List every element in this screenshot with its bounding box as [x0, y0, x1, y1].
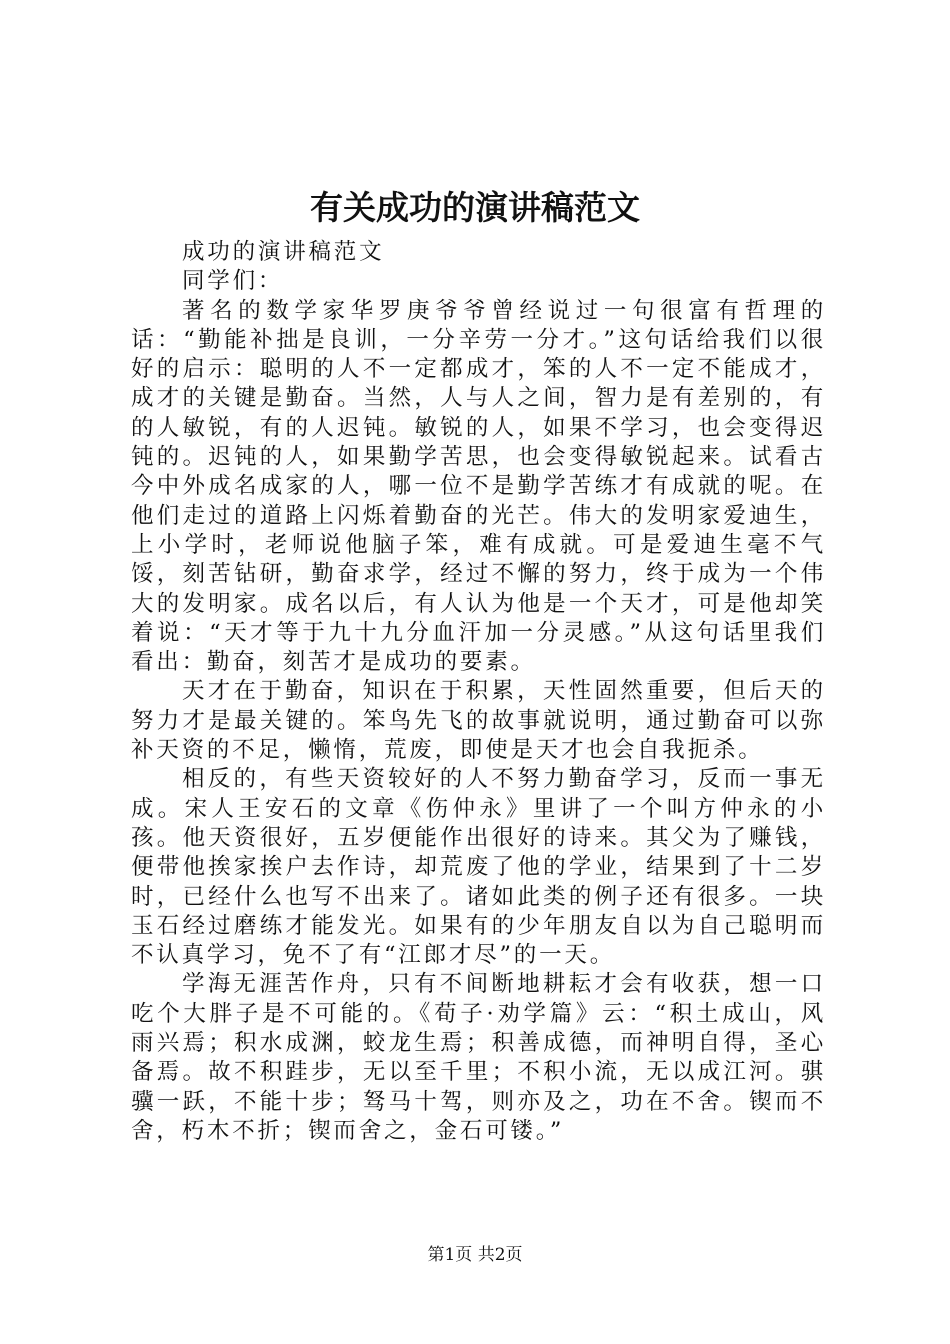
subtitle-line: 成功的演讲稿范文: [182, 239, 385, 265]
document-title: 有关成功的演讲稿范文: [310, 188, 640, 227]
paragraph-2: 天才在于勤奋，知识在于积累，天性固然重要，但后天的努力才是最关键的。笨鸟先飞的故事就说明，通过勤奋可以弥补天资的不足，懒惰，荒废，即使是天才也会自我扼杀。: [131, 678, 826, 764]
paragraph-1: 著名的数学家华罗庚爷爷曾经说过一句很富有哲理的话：“勤能补拙是良训，一分辛劳一分才。”这句话给我们以很好的启示：聪明的人不一定都成才，笨的人不一定不能成才，成才的关键是勤奋。当然，人与人之间，智力是有差别的，有的人敏锐，有的人迟钝。敏锐的人，如果不学习，也会变得迟钝的。迟钝的人，如果勤学苦思，也会变得敏锐起来。试看古今中外成名成家的人，哪一位不是勤学苦练才有成就的呢。在他们走过的道路上闪烁着勤奋的光芒。伟大的发明家爱迪生，上小学时，老师说他脑子笨，难有成就。可是爱迪生毫不气馁，刻苦钻研，勤奋求学，经过不懈的努力，终于成为一个伟大的发明家。成名以后，有人认为他是一个天才，可是他却笑着说：“天才等于九十九分血汗加一分灵感。”从这句话里我们看出：勤奋，刻苦才是成功的要素。: [131, 297, 826, 676]
paragraph-4: 学海无涯苦作舟，只有不间断地耕耘才会有收获，想一口吃个大胖子是不可能的。《荀子·劝学篇》云：“积土成山，风雨兴焉；积水成渊，蛟龙生焉；积善成德，而神明自得，圣心备焉。故不积跬步，无以至千里；不积小流，无以成江河。骐骥一跃，不能十步；驽马十驾，则亦及之，功在不舍。锲而不舍，朽木不折；锲而舍之，金石可镂。”: [131, 971, 826, 1144]
paragraph-3: 相反的，有些天资较好的人不努力勤奋学习，反而一事无成。宋人王安石的文章《伤仲永》里讲了一个叫方仲永的小孩。他天资很好，五岁便能作出很好的诗来。其父为了赚钱，便带他挨家挨户去作诗，却荒废了他的学业，结果到了十二岁时，已经什么也写不出来了。诸如此类的例子还有很多。一块玉石经过磨练才能发光。如果有的少年朋友自以为自己聪明而不认真学习，免不了有“江郎才尽”的一天。: [131, 766, 826, 969]
page-footer: 第1页 共2页: [427, 1245, 523, 1265]
greeting-line: 同学们：: [182, 268, 284, 295]
document-body: [131, 238, 826, 1146]
